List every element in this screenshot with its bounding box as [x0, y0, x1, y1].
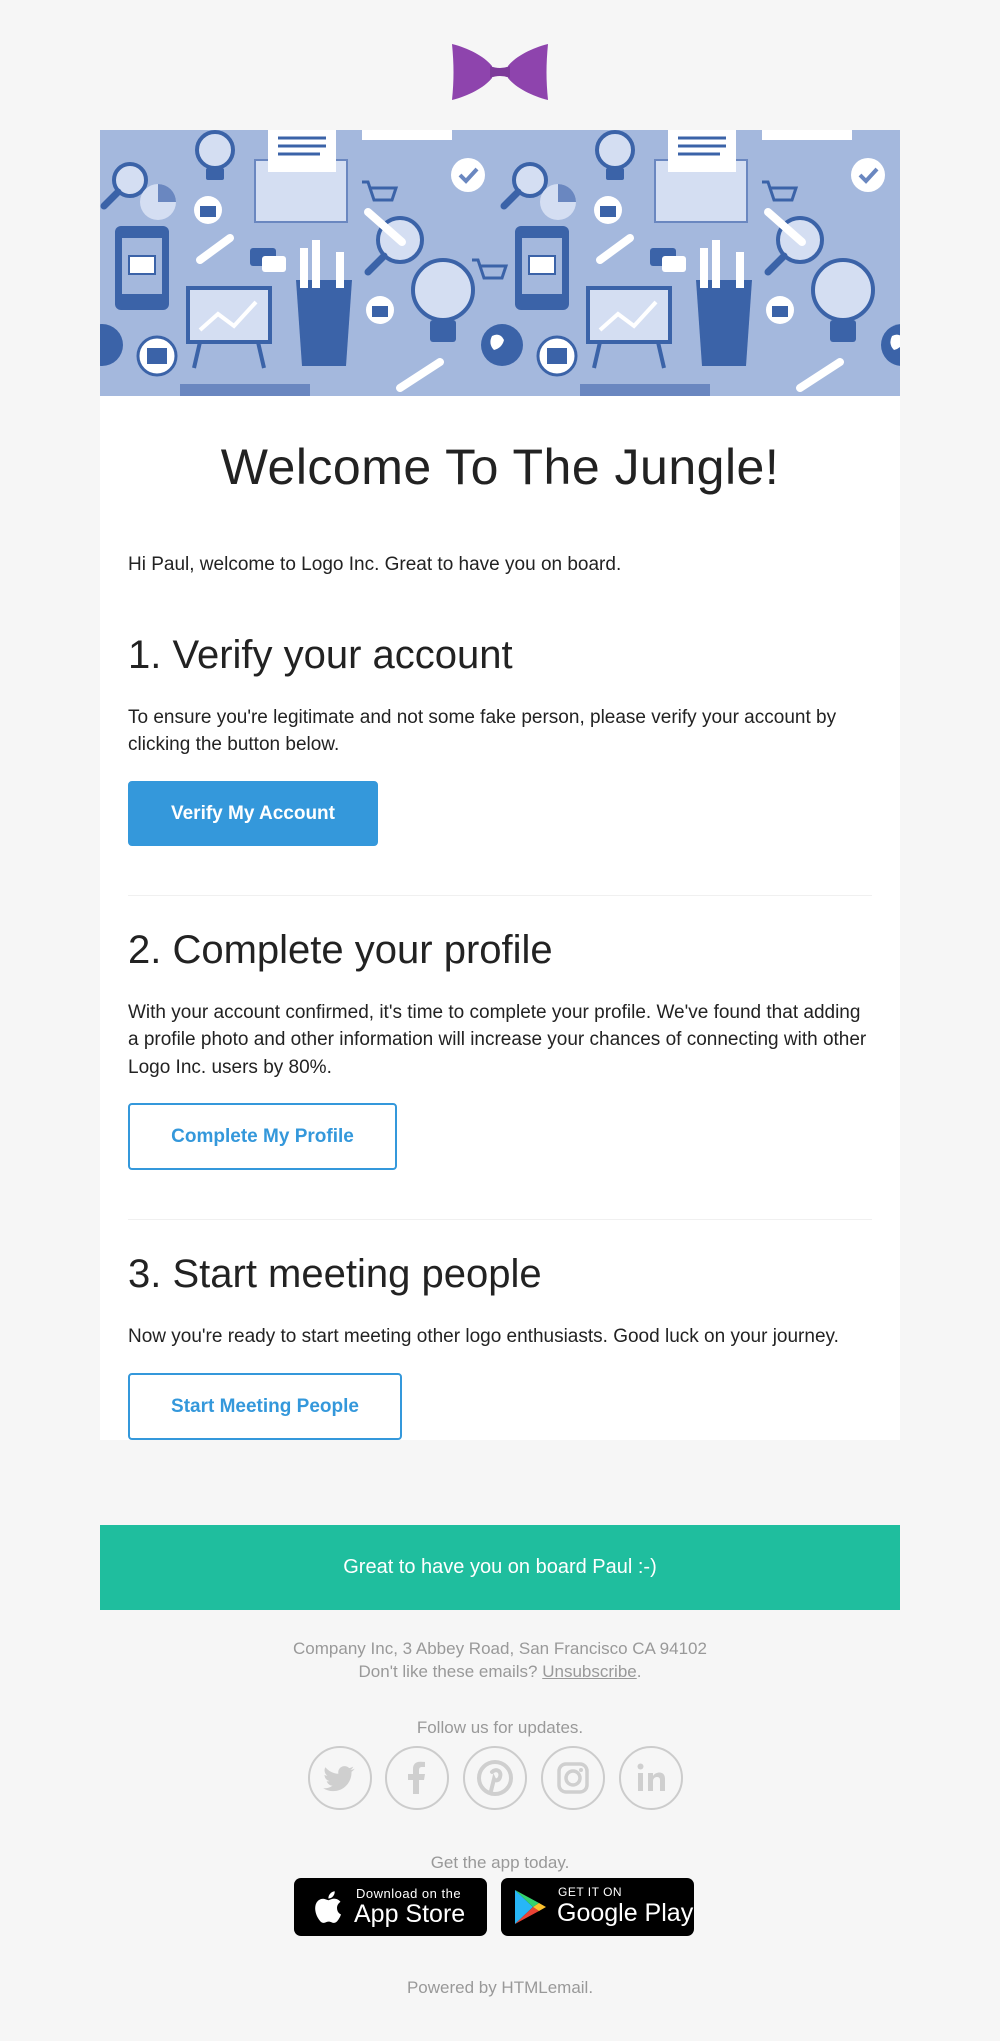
verify-section [128, 633, 872, 846]
intro-text: Hi Paul, welcome to Logo Inc. Great to have you on board. [128, 554, 622, 575]
section-heading: 1. Verify your account [128, 632, 513, 677]
section-divider [128, 1219, 872, 1220]
unsubscribe-prefix: Don't like these emails? [358, 1662, 538, 1681]
welcome-title: Welcome To The Jungle! [220, 439, 780, 495]
app-store-badge[interactable] [294, 1878, 487, 1936]
google-play-small-text: GET IT ON [558, 1885, 623, 1899]
section-body: With your account confirmed, it's time to complete your profile. We've found that adding a profile photo and other information will increase your chances of connecting with other Logo Inc. users by 80%. [128, 1001, 867, 1078]
verify-account-button[interactable]: Verify My Account [128, 781, 378, 846]
apple-icon [310, 1887, 344, 1927]
social-links [308, 1746, 698, 1810]
facebook-icon[interactable] [385, 1746, 449, 1810]
unsubscribe-suffix: . [636, 1662, 642, 1681]
instagram-icon[interactable] [541, 1746, 605, 1810]
twitter-icon[interactable] [308, 1746, 372, 1810]
google-play-icon [513, 1888, 547, 1926]
follow-text: Follow us for updates. [416, 1718, 584, 1737]
section-body: Now you're ready to start meeting other logo enthusiasts. Good luck on your journey. [128, 1326, 839, 1348]
email-card [100, 130, 900, 1440]
powered-by-text: Powered by HTMLemail. [406, 1978, 594, 1997]
email-body [100, 396, 900, 1440]
meeting-section [128, 1252, 872, 1440]
section-heading: 3. Start meeting people [128, 1252, 542, 1297]
start-meeting-button[interactable]: Start Meeting People [128, 1373, 402, 1440]
google-play-badge[interactable] [501, 1878, 694, 1936]
pinterest-icon[interactable] [463, 1746, 527, 1810]
welcome-banner: Great to have you on board Paul :-) [100, 1525, 900, 1610]
section-divider [128, 895, 872, 896]
google-play-big-text: Google Play [557, 1899, 694, 1927]
hero-illustration [100, 130, 900, 396]
unsubscribe-line [0, 1662, 1000, 1682]
app-store-big-text: App Store [354, 1900, 466, 1928]
get-app-text: Get the app today. [430, 1853, 570, 1872]
company-address: Company Inc, 3 Abbey Road, San Francisco CA 94102 [293, 1639, 707, 1658]
section-body: To ensure you're legitimate and not some fake person, please verify your account by clicking the button below. [128, 706, 837, 756]
app-store-small-text: Download on the [356, 1886, 462, 1901]
bowtie-logo [448, 40, 552, 104]
section-heading: 2. Complete your profile [128, 927, 553, 972]
profile-section [128, 928, 872, 1171]
unsubscribe-link[interactable]: Unsubscribe [542, 1662, 637, 1681]
linkedin-icon[interactable] [619, 1746, 683, 1810]
complete-profile-button[interactable]: Complete My Profile [128, 1103, 397, 1170]
